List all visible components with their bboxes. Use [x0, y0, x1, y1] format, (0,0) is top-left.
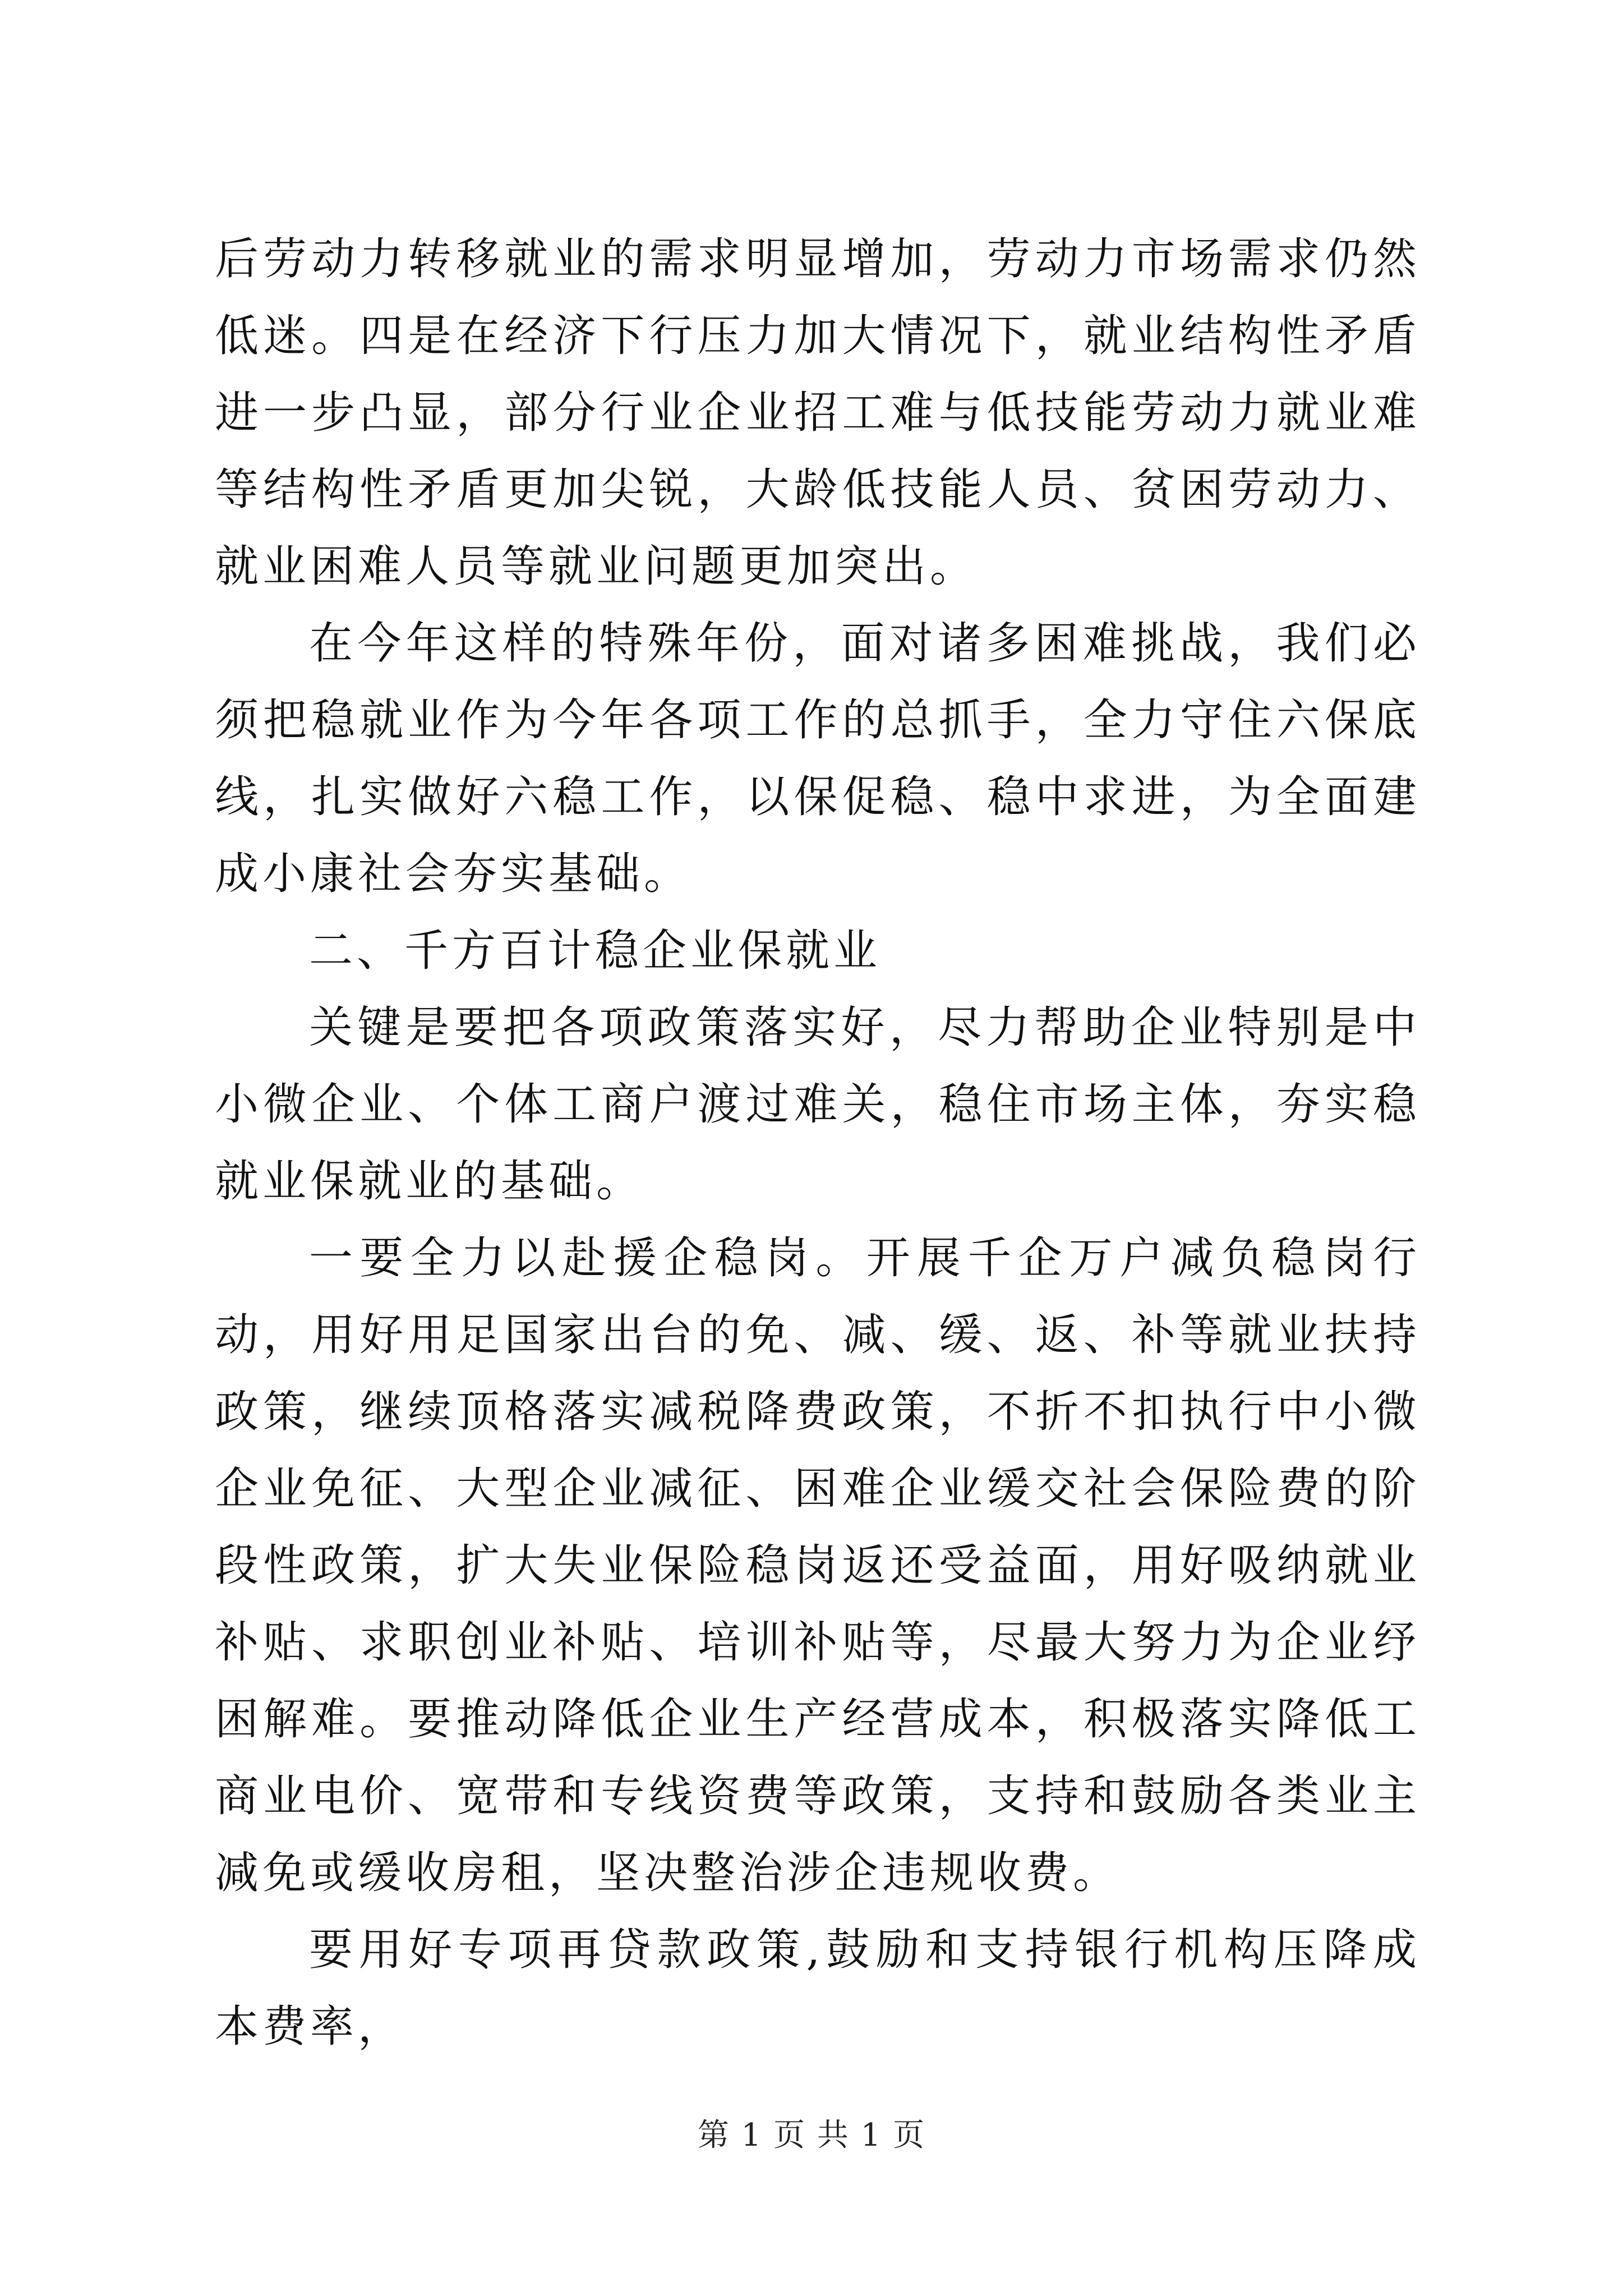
paragraph-support-enterprises: 一要全力以赴援企稳岗。开展千企万户减负稳岗行动，用好用足国家出台的免、减、缓、返、补等就业扶持政策，继续顶格落实减税降费政策，不折不扣执行中小微企业免征、大型企业减征、困难企业缓交社会保险费的阶段性政策，扩大失业保险稳岗返还受益面，用好吸纳就业补贴、求职创业补贴、培训补贴等，尽最大努力为企业纾困解难。要推动降低企业生产经营成本，积极落实降低工商业电价、宽带和专线资费等政策，支持和鼓励各类业主减免或缓收房租，坚决整治涉企违规收费。: [215, 1233, 1421, 1898]
paragraph-relending-policy: 要用好专项再贷款政策,鼓励和支持银行机构压降成本费率，: [215, 1925, 1421, 2052]
section-heading: 二、千方百计稳企业保就业: [309, 926, 882, 976]
paragraph-stabilize-employment: 在今年这样的特殊年份，面对诸多困难挑战，我们必须把稳就业作为今年各项工作的总抓手，全力守住六保底线，扎实做好六稳工作，以保促稳、稳中求进，为全面建成小康社会夯实基础。: [215, 618, 1421, 899]
document-body: [215, 221, 1421, 2065]
page-footer: 第 1 页 共 1 页: [697, 2117, 926, 2154]
paragraph-continuation: 后劳动力转移就业的需求明显增加，劳动力市场需求仍然低迷。四是在经济下行压力加大情况下，就业结构性矛盾进一步凸显，部分行业企业招工难与低技能劳动力就业难等结构性矛盾更加尖锐，大龄低技能人员、贫困劳动力、就业困难人员等就业问题更加突出。: [215, 234, 1421, 592]
paragraph-key-policy: 关键是要把各项政策落实好，尽力帮助企业特别是中小微企业、个体工商户渡过难关，稳住市场主体，夯实稳就业保就业的基础。: [215, 1002, 1421, 1207]
